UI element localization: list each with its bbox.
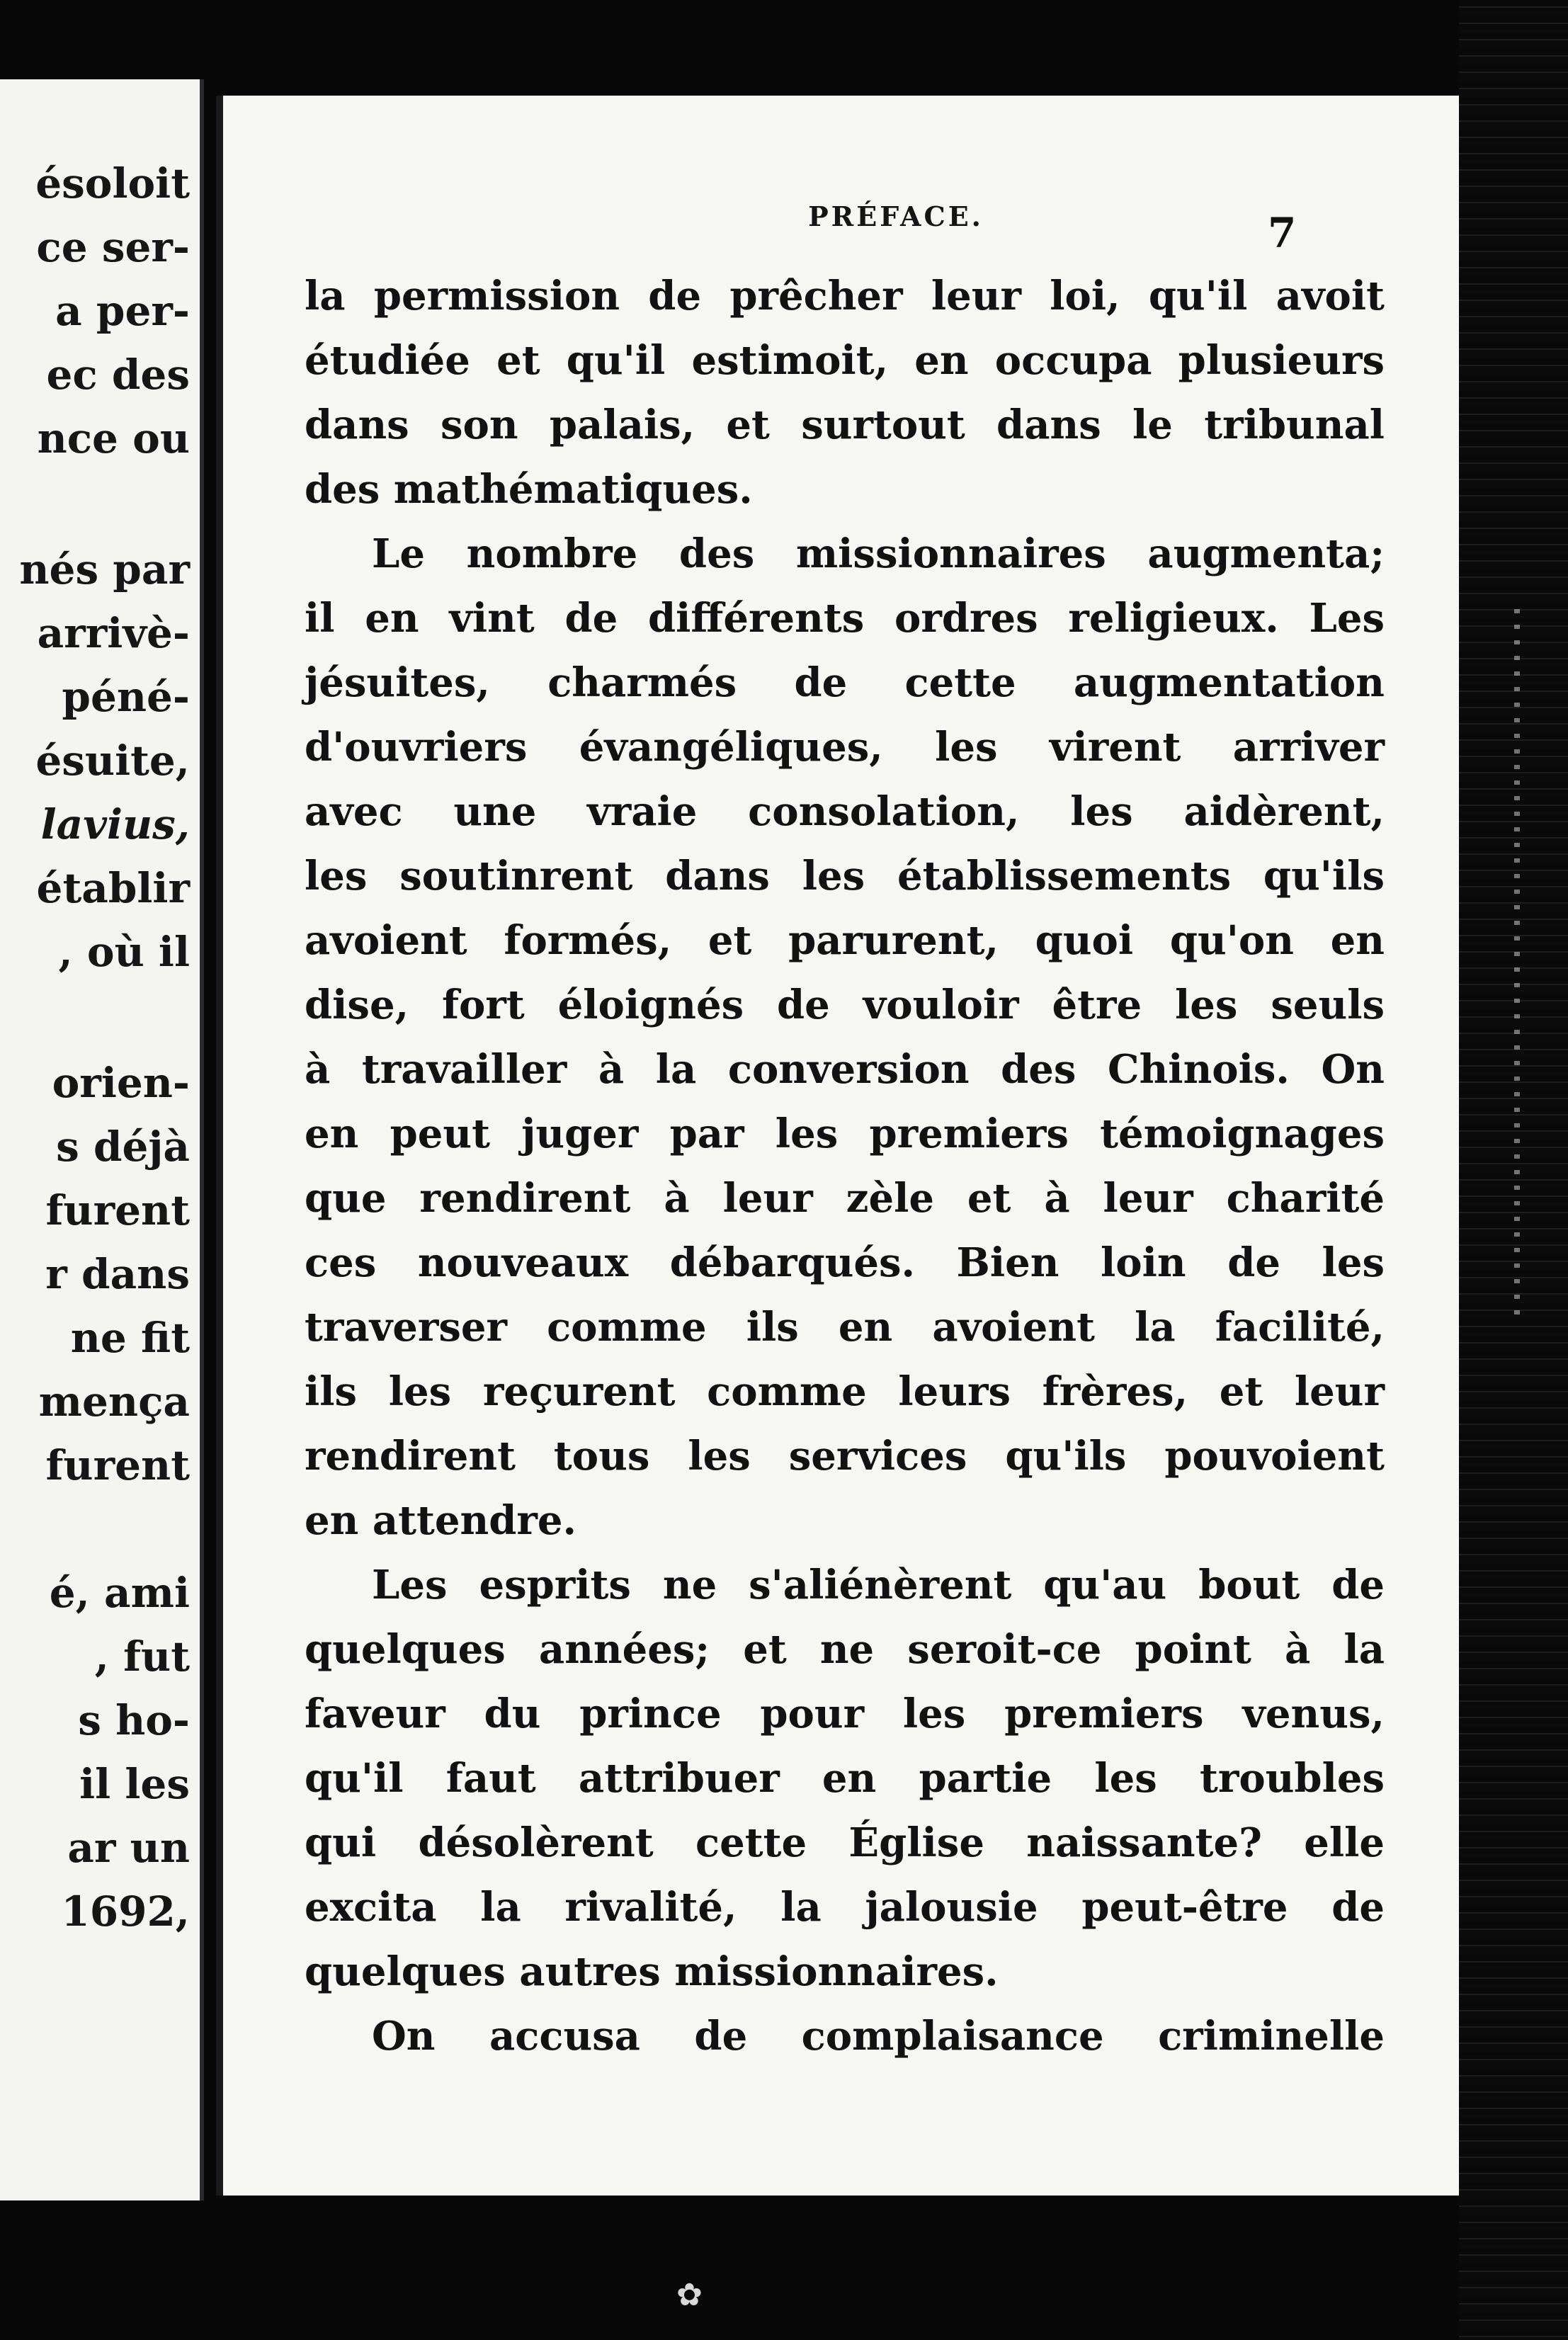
library-stamp-icon: ✿ [676,2277,703,2313]
text-line: quelques années; et ne seroit-ce point à la [305,1626,1385,1673]
text-line: qui désolèrent cette Église naissante? elle [305,1819,1385,1866]
facing-page-line: ar un [67,1824,190,1872]
body-text [305,264,1385,2069]
facing-page-line: s déjà [56,1123,190,1171]
facing-page-line: é, ami [49,1569,190,1617]
facing-page-line: , fut [94,1632,190,1681]
text-line: la permission de prêcher leur loi, qu'il avoit [305,273,1385,319]
facing-page-line: orien- [52,1059,190,1107]
text-line: d'ouvriers évangéliques, les virent arriver [305,724,1385,771]
text-line: Les esprits ne s'aliénèrent qu'au bout de [372,1562,1385,1608]
text-line: que rendirent à leur zèle et à leur charité [305,1175,1385,1222]
facing-page-line: mença [38,1378,190,1426]
text-line: avec une vraie consolation, les aidèrent, [305,788,1385,835]
text-line: dans son palais, et surtout dans le tribunal [305,402,1385,448]
text-line: ces nouveaux débarqués. Bien loin de les [305,1239,1385,1286]
text-line: étudiée et qu'il estimoit, en occupa plusieurs [305,337,1385,384]
facing-page-line: ec des [46,351,190,399]
text-line: On accusa de complaisance criminelle [372,2013,1385,2060]
text-line: excita la rivalité, la jalousie peut-être de [305,1884,1385,1931]
text-line: en peut juger par les premiers témoignages [305,1111,1385,1157]
facing-page-line: arrivè- [37,609,190,657]
text-line: ils les reçurent comme leurs frères, et leur [305,1368,1385,1415]
text-line: Le nombre des missionnaires augmenta; [372,530,1385,577]
facing-page-line: r dans [45,1250,190,1298]
facing-page-line: ésoloit [35,159,190,208]
facing-page-line: s ho- [78,1696,190,1744]
facing-page-line: il les [79,1760,190,1808]
facing-page-line: furent [45,1186,190,1234]
facing-page-line: établir [36,864,190,912]
text-line: jésuites, charmés de cette augmentation [305,659,1385,706]
scan-edge-artifact [1514,609,1520,1317]
text-line: à travailler à la conversion des Chinois. On [305,1046,1385,1093]
text-line: en attendre. [305,1497,576,1544]
facing-page-line: ce ser- [36,223,190,271]
text-line: rendirent tous les services qu'ils pouvoient [305,1433,1385,1479]
text-line: qu'il faut attribuer en partie les troubles [305,1755,1385,1802]
text-line: quelques autres missionnaires. [305,1948,999,1995]
facing-page-line: 1692, [61,1887,190,1936]
text-line: avoient formés, et parurent, quoi qu'on en [305,917,1385,964]
text-line: les soutinrent dans les établissements qu'ils [305,853,1385,899]
text-line: il en vint de différents ordres religieux. Les [305,595,1385,642]
facing-page-line: a per- [55,287,190,335]
text-line: traverser comme ils en avoient la facilité, [305,1304,1385,1351]
facing-page-line: nce ou [37,414,190,462]
facing-page-fragment [0,79,204,2200]
facing-page-line: lavius, [40,800,190,848]
scan-border [1459,0,1568,2340]
facing-page-line: péné- [62,673,190,721]
facing-page-line: , où il [58,928,190,976]
book-page [216,96,1466,2196]
facing-page-line: nés par [19,545,190,593]
text-line: dise, fort éloignés de vouloir être les seuls [305,982,1385,1028]
facing-page-line: ne fit [70,1314,190,1362]
page-number: 7 [1268,209,1297,257]
running-head: PRÉFACE. [808,200,984,232]
text-line: faveur du prince pour les premiers venus, [305,1691,1385,1737]
facing-page-line: furent [45,1441,190,1489]
facing-page-line: ésuite, [35,737,190,785]
text-line: des mathématiques. [305,466,753,513]
